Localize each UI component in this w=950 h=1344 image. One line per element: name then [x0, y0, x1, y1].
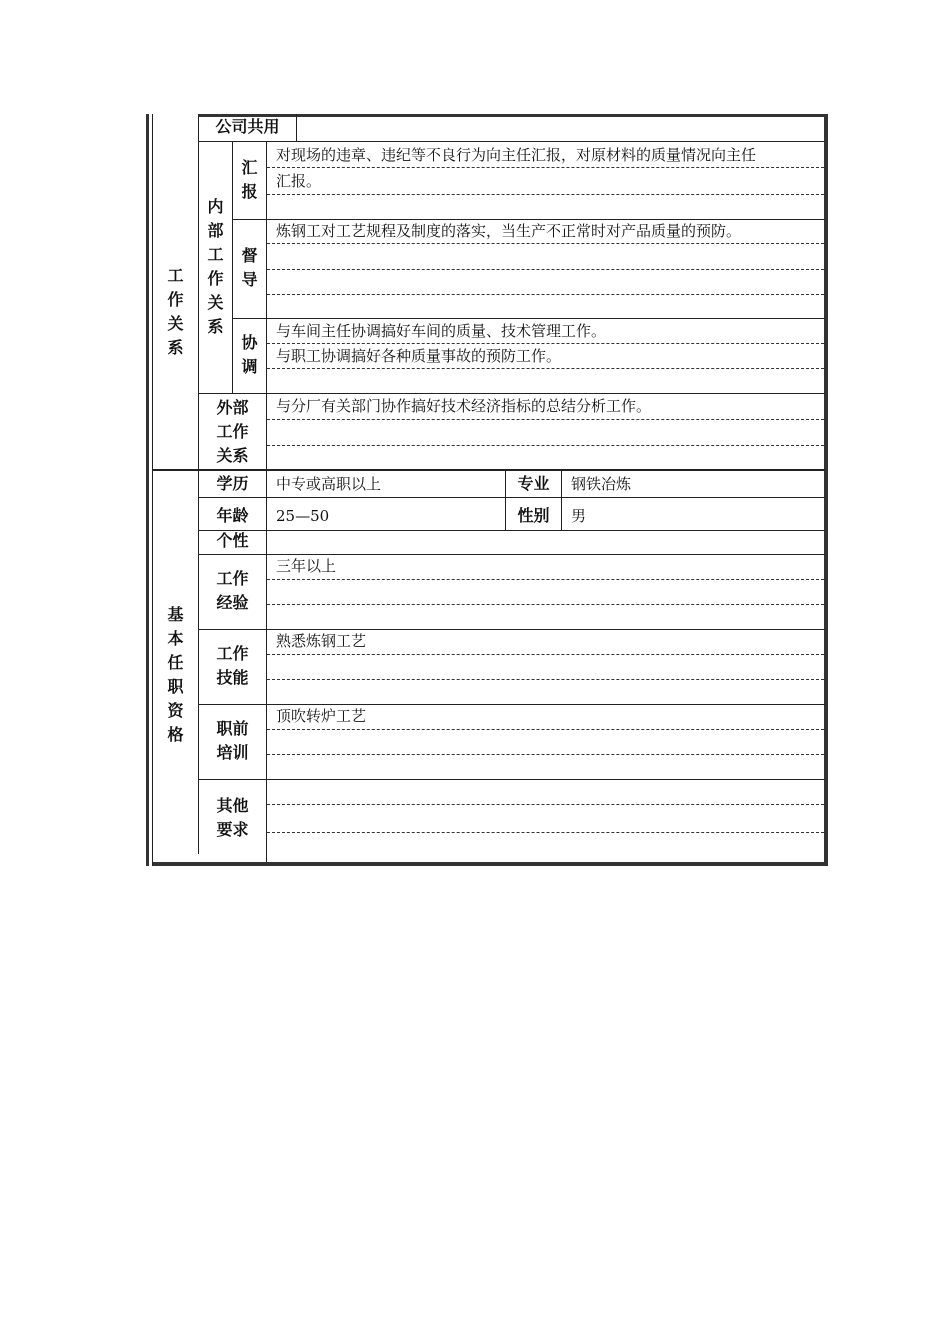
education-value: 中专或高职以上 [276, 475, 382, 493]
dash-line [267, 579, 824, 580]
gender-value: 男 [571, 507, 587, 525]
gender-label: 性别 [517, 506, 550, 525]
training-bottom-line [198, 779, 825, 780]
major-value: 钢铁冶炼 [571, 475, 632, 493]
age-value: 25—50 [276, 507, 330, 525]
external-text-line-1: 与分厂有关部门协作搞好技术经济指标的总结分析工作。 [276, 397, 652, 415]
dash-line [267, 269, 824, 270]
dash-line [267, 294, 824, 295]
form-border-right [824, 114, 828, 866]
form-border-bottom [152, 862, 828, 866]
major-col-right [561, 469, 562, 530]
dash-line [267, 243, 824, 244]
personality-label: 个性 [216, 531, 249, 550]
header-label: 公司共用 [215, 117, 280, 136]
coordinate-text-line-1: 与车间主任协调搞好车间的质量、技术管理工作。 [276, 322, 607, 340]
dash-line [267, 445, 824, 446]
major-label: 专业 [517, 474, 550, 493]
work-relations-label: 工 作 关 系 [167, 266, 184, 357]
dash-line [267, 754, 824, 755]
training-value: 顶吹转炉工艺 [276, 707, 367, 725]
age-bottom-line [198, 530, 825, 531]
coordinate-label: 协 调 [241, 333, 258, 376]
dash-line [267, 419, 824, 420]
report-text-line-1: 对现场的违章、违纪等不良行为向主任汇报，对原材料的质量情况向主任 [276, 146, 757, 164]
section-divider [152, 469, 825, 471]
report-label: 汇 报 [241, 158, 258, 201]
skills-label: 工作 技能 [216, 644, 249, 687]
age-label: 年龄 [216, 506, 249, 525]
supervise-text-line-1: 炼钢工对工艺规程及制度的落实，当生产不正常时对产品质量的预防。 [276, 222, 742, 240]
dash-line [267, 832, 824, 833]
form-border-inner-left [152, 114, 153, 866]
education-label: 学历 [216, 474, 249, 493]
dash-line [267, 654, 824, 655]
header-col-divider-2 [296, 114, 297, 141]
training-label: 职前 培训 [216, 719, 249, 762]
dash-line [267, 679, 824, 680]
other-requirements-label: 其他 要求 [216, 796, 249, 839]
header-bottom-line [198, 141, 825, 142]
job-description-form [146, 114, 828, 866]
experience-label: 工作 经验 [216, 569, 249, 612]
dash-line [267, 167, 824, 168]
dash-line [267, 368, 824, 369]
dash-line [267, 194, 824, 195]
coordinate-text-line-2: 与职工协调搞好各种质量事故的预防工作。 [276, 347, 562, 365]
internal-relations-label: 内 部 工 作 关 系 [207, 197, 224, 336]
dash-line [267, 804, 824, 805]
supervise-label: 督 导 [241, 246, 258, 289]
dash-line [267, 729, 824, 730]
external-relations-label: 外部 工作 关系 [216, 398, 249, 465]
experience-value: 三年以上 [276, 557, 337, 575]
skills-value: 熟悉炼钢工艺 [276, 632, 367, 650]
form-border-left [146, 114, 149, 866]
qualifications-label: 基 本 任 职 资 格 [167, 605, 184, 744]
education-bottom-line [198, 497, 825, 498]
dash-line [267, 604, 824, 605]
report-text-line-2: 汇报。 [276, 172, 322, 190]
